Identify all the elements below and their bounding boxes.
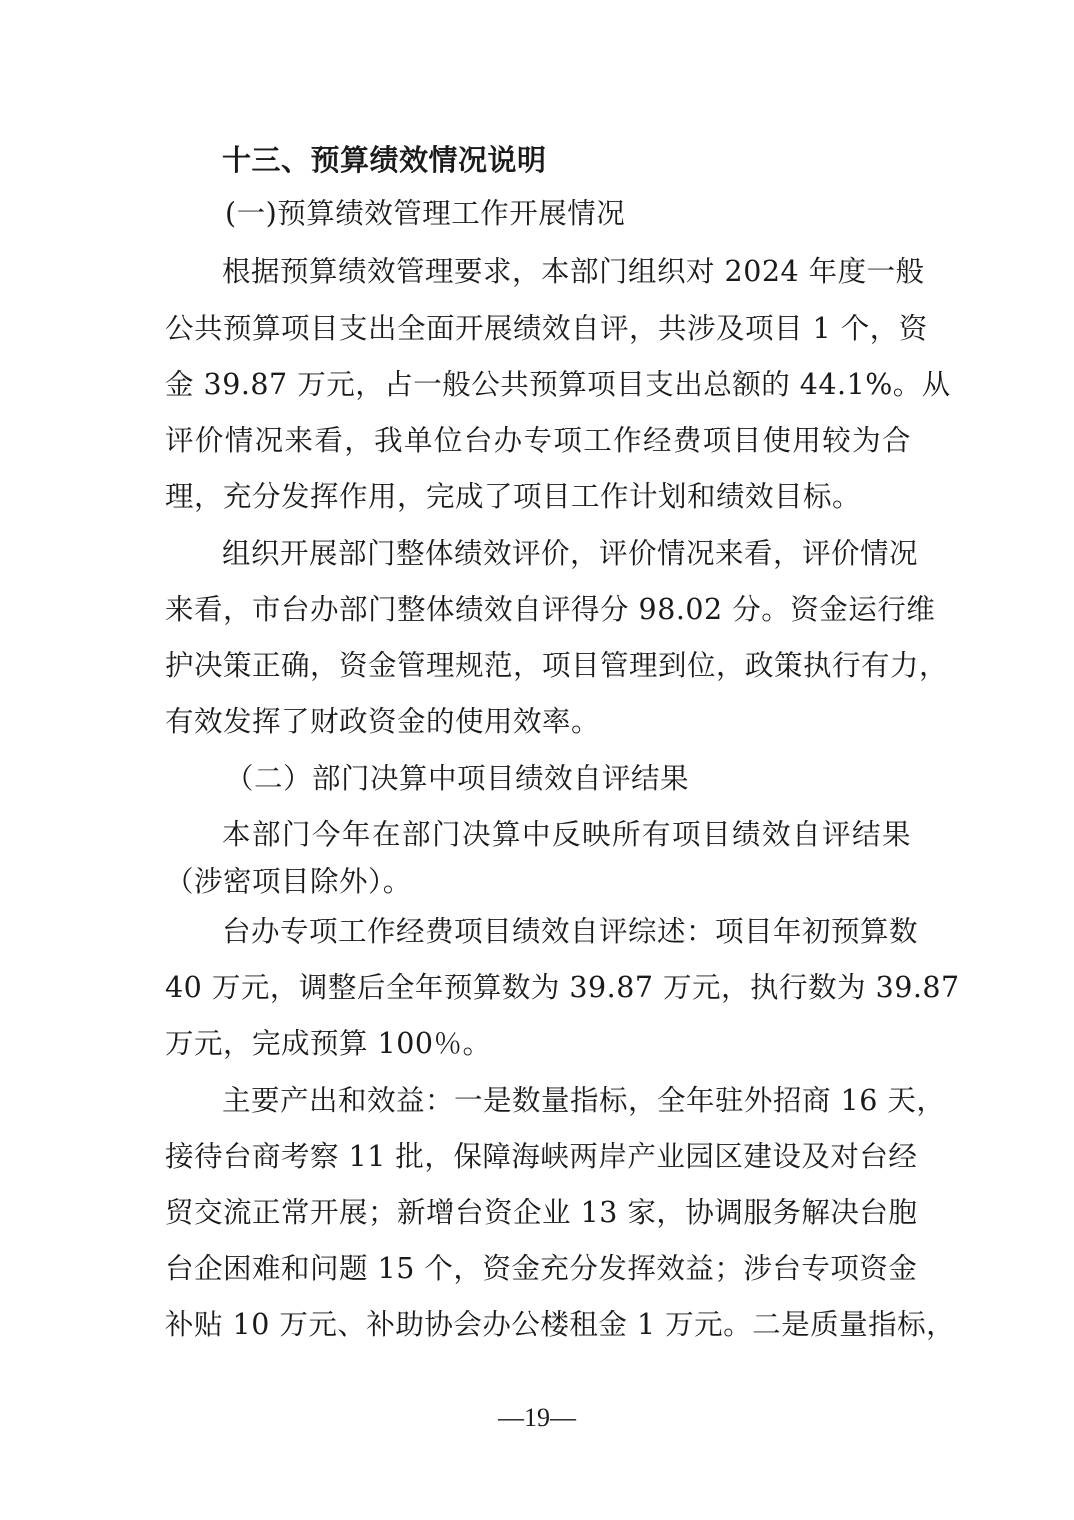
paragraph-line: 40 万元，调整后全年预算数为 39.87 万元，执行数为 39.87 bbox=[165, 971, 960, 1004]
paragraph-line: 金 39.87 万元，占一般公共预算项目支出总额的 44.1%。从 bbox=[165, 368, 951, 401]
paragraph-line: 万元，完成预算 100％。 bbox=[165, 1027, 492, 1060]
paragraph-line: 护决策正确，资金管理规范，项目管理到位，政策执行有力， bbox=[165, 649, 949, 682]
page-number: —19— bbox=[498, 1403, 576, 1432]
paragraph-line: 根据预算绩效管理要求，本部门组织对 2024 年度一般 bbox=[222, 255, 925, 288]
paragraph-line: 公共预算项目支出全面开展绩效自评，共涉及项目 1 个，资 bbox=[165, 312, 928, 345]
paragraph-line: 来看，市台办部门整体绩效自评得分 98.02 分。资金运行维 bbox=[165, 593, 936, 626]
paragraph-line: 组织开展部门整体绩效评价，评价情况来看，评价情况 bbox=[222, 537, 919, 570]
paragraph-line: （涉密项目除外）。 bbox=[165, 865, 412, 898]
paragraph-line: 主要产出和效益：一是数量指标，全年驻外招商 16 天， bbox=[222, 1084, 946, 1117]
paragraph-line: 本部门今年在部门决算中反映所有项目绩效自评结果 bbox=[222, 818, 911, 851]
paragraph-line: 台办专项工作经费项目绩效自评综述：项目年初预算数 bbox=[222, 915, 919, 948]
paragraph-line: 有效发挥了财政资金的使用效率。 bbox=[165, 705, 601, 738]
paragraph-line: 贸交流正常开展；新增台资企业 13 家，协调服务解决台胞 bbox=[165, 1196, 918, 1229]
paragraph-line: 补贴 10 万元、补助协会办公楼租金 1 万元。二是质量指标， bbox=[165, 1308, 956, 1341]
subsection-title-2: （二）部门决算中项目绩效自评结果 bbox=[225, 762, 690, 795]
subsection-title-1: (一)预算绩效管理工作开展情况 bbox=[225, 197, 626, 230]
paragraph-line: 接待台商考察 11 批，保障海峡两岸产业园区建设及对台经 bbox=[165, 1140, 918, 1173]
section-heading: 十三、预算绩效情况说明 bbox=[222, 143, 547, 177]
paragraph-line: 评价情况来看，我单位台办专项工作经费项目使用较为合 bbox=[165, 424, 911, 457]
paragraph-line: 台企困难和问题 15 个，资金充分发挥效益；涉台专项资金 bbox=[165, 1252, 918, 1285]
paragraph-line: 理，充分发挥作用，完成了项目工作计划和绩效目标。 bbox=[165, 480, 862, 513]
